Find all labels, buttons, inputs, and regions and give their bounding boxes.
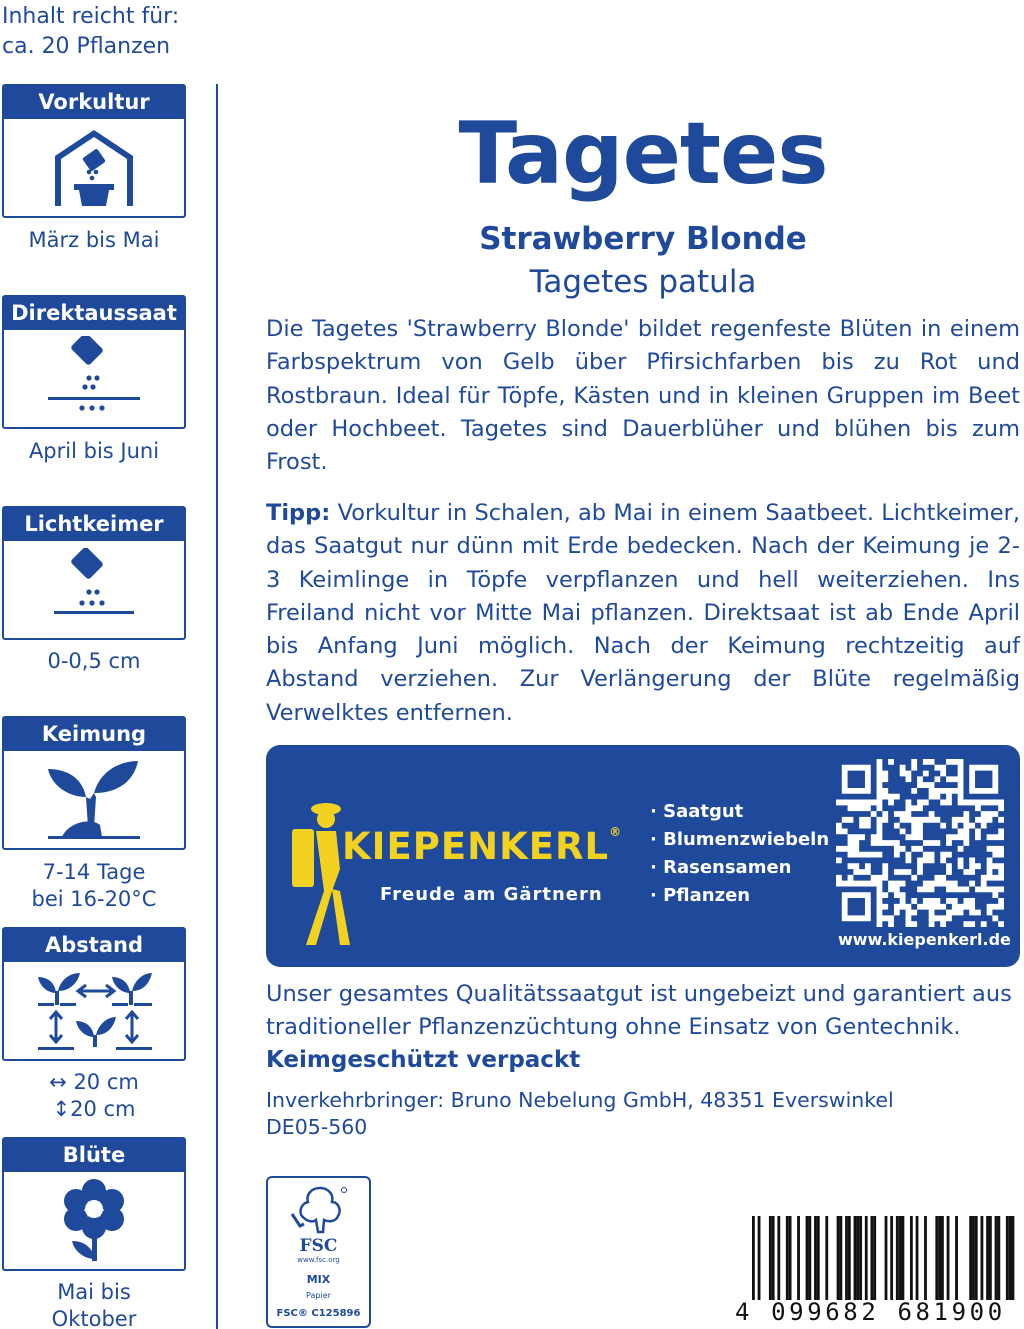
distributor-address: Inverkehrbringer: Bruno Nebelung GmbH, 48351 Everswinkel (266, 1088, 894, 1112)
brand-banner (266, 745, 1020, 967)
tip-label: Tipp: (266, 500, 331, 526)
fsc-mix: MIX (306, 1273, 331, 1286)
barcode (752, 1216, 1020, 1300)
info-box-vorkultur (2, 84, 186, 218)
plant-spacing: ↕20 cm (52, 1097, 136, 1121)
box-title: Keimung (4, 718, 184, 751)
box-title: Blüte (4, 1139, 184, 1172)
coverage-info (2, 2, 179, 62)
flower-icon (4, 1175, 184, 1265)
fsc-name: FSC (299, 1236, 338, 1256)
fsc-website: www.fsc.org (297, 1256, 340, 1264)
box-caption-abstand (2, 1069, 186, 1123)
kiepenkerl-logo-icon (288, 799, 352, 949)
box-title: Direktaussaat (4, 297, 184, 330)
quality-statement: Unser gesamtes Qualitätssaatgut ist ungebeizt und garantiert aus traditioneller Pflanzenzüchtung ohne Einsatz von Gentechnik. (266, 981, 1012, 1040)
info-box-direktaussaat (2, 295, 186, 429)
product-variety: Strawberry Blonde (479, 221, 807, 257)
fsc-label (266, 1176, 371, 1328)
qr-code[interactable] (836, 759, 1004, 927)
info-box-abstand (2, 927, 186, 1061)
info-box-lichtkeimer (2, 506, 186, 640)
row-spacing: ↔ 20 cm (49, 1070, 139, 1094)
list-item: · Blumenzwiebeln (650, 829, 830, 850)
list-item: · Pflanzen (650, 885, 751, 906)
greenhouse-icon (4, 122, 184, 212)
box-caption-direktaussaat: April bis Juni (28, 439, 160, 463)
vertical-arrow-icon: ↕ (52, 1097, 71, 1121)
registration-code: DE05-560 (266, 1115, 368, 1139)
brand-name: KIEPENKERL® (342, 825, 623, 868)
website-link[interactable]: www.kiepenkerl.de (838, 930, 1011, 949)
info-box-bluete (2, 1137, 186, 1271)
packaging-note: Keimgeschützt verpackt (266, 1047, 581, 1073)
box-caption-lichtkeimer: 0-0,5 cm (47, 649, 141, 673)
product-latin-name: Tagetes patula (529, 264, 757, 300)
fsc-license: FSC® C125896 (276, 1308, 361, 1319)
germination-temperature: bei 16-20°C (31, 887, 157, 911)
direct-sowing-icon (4, 333, 184, 423)
box-caption-bluete (2, 1279, 186, 1329)
coverage-label: Inhalt reicht für: (2, 4, 180, 29)
horizontal-arrow-icon: ↔ (49, 1070, 67, 1094)
fsc-tree-icon (290, 1184, 348, 1234)
list-item: · Saatgut (650, 801, 744, 822)
brand-slogan: Freude am Gärtnern (380, 884, 603, 905)
tip-paragraph (266, 497, 1020, 730)
product-title: Tagetes (458, 104, 828, 204)
box-caption-keimung (2, 859, 186, 913)
tip-text: Vorkultur in Schalen, ab Mai in einem Saatbeet. Lichtkeimer, das Saatgut nur dünn mit Erde bedecken. Nach der Keimung je 2-3 Keimlinge in Töpfe verpflanzen und hell weiterziehen. Ins Freiland nicht vor Mitte Mai pflanzen. Direktsaat ist ab Ende April bis Anfang Juni möglich. Nach der Keimung rechtzeitig auf Abstand verziehen. Zur Verlängerung der Blüte regelmäßig Verwelktes entfernen. (266, 500, 1020, 726)
list-item: · Rasensamen (650, 857, 792, 878)
barcode-number: 4 099682 681900 (735, 1298, 1006, 1326)
sidebar-divider (216, 84, 218, 1329)
germination-duration: 7-14 Tage (42, 860, 146, 884)
seedling-icon (4, 754, 184, 844)
box-title: Abstand (4, 929, 184, 962)
box-caption-vorkultur: März bis Mai (28, 228, 160, 252)
bloom-end: Oktober (51, 1307, 137, 1329)
light-germinator-icon (4, 544, 184, 634)
fsc-paper: Papier (306, 1291, 331, 1300)
spacing-icon (4, 965, 184, 1055)
box-title: Vorkultur (4, 86, 184, 119)
product-description: Die Tagetes 'Strawberry Blonde' bildet regenfeste Blüten in einem Farbspektrum von Gelb über Pfirsichfarben bis zu Rot und Rostbraun. Ideal für Töpfe, Kästen und in kleinen Gruppen im Beet oder Hochbeet. Tagetes sind Dauerblüher und blühen bis zum Frost. (266, 316, 1020, 476)
info-box-keimung (2, 716, 186, 850)
box-title: Lichtkeimer (4, 508, 184, 541)
coverage-amount: ca. 20 Pflanzen (2, 34, 171, 59)
distributor-info (266, 1087, 894, 1141)
product-range-list (650, 798, 829, 910)
bloom-start: Mai bis (57, 1280, 131, 1304)
